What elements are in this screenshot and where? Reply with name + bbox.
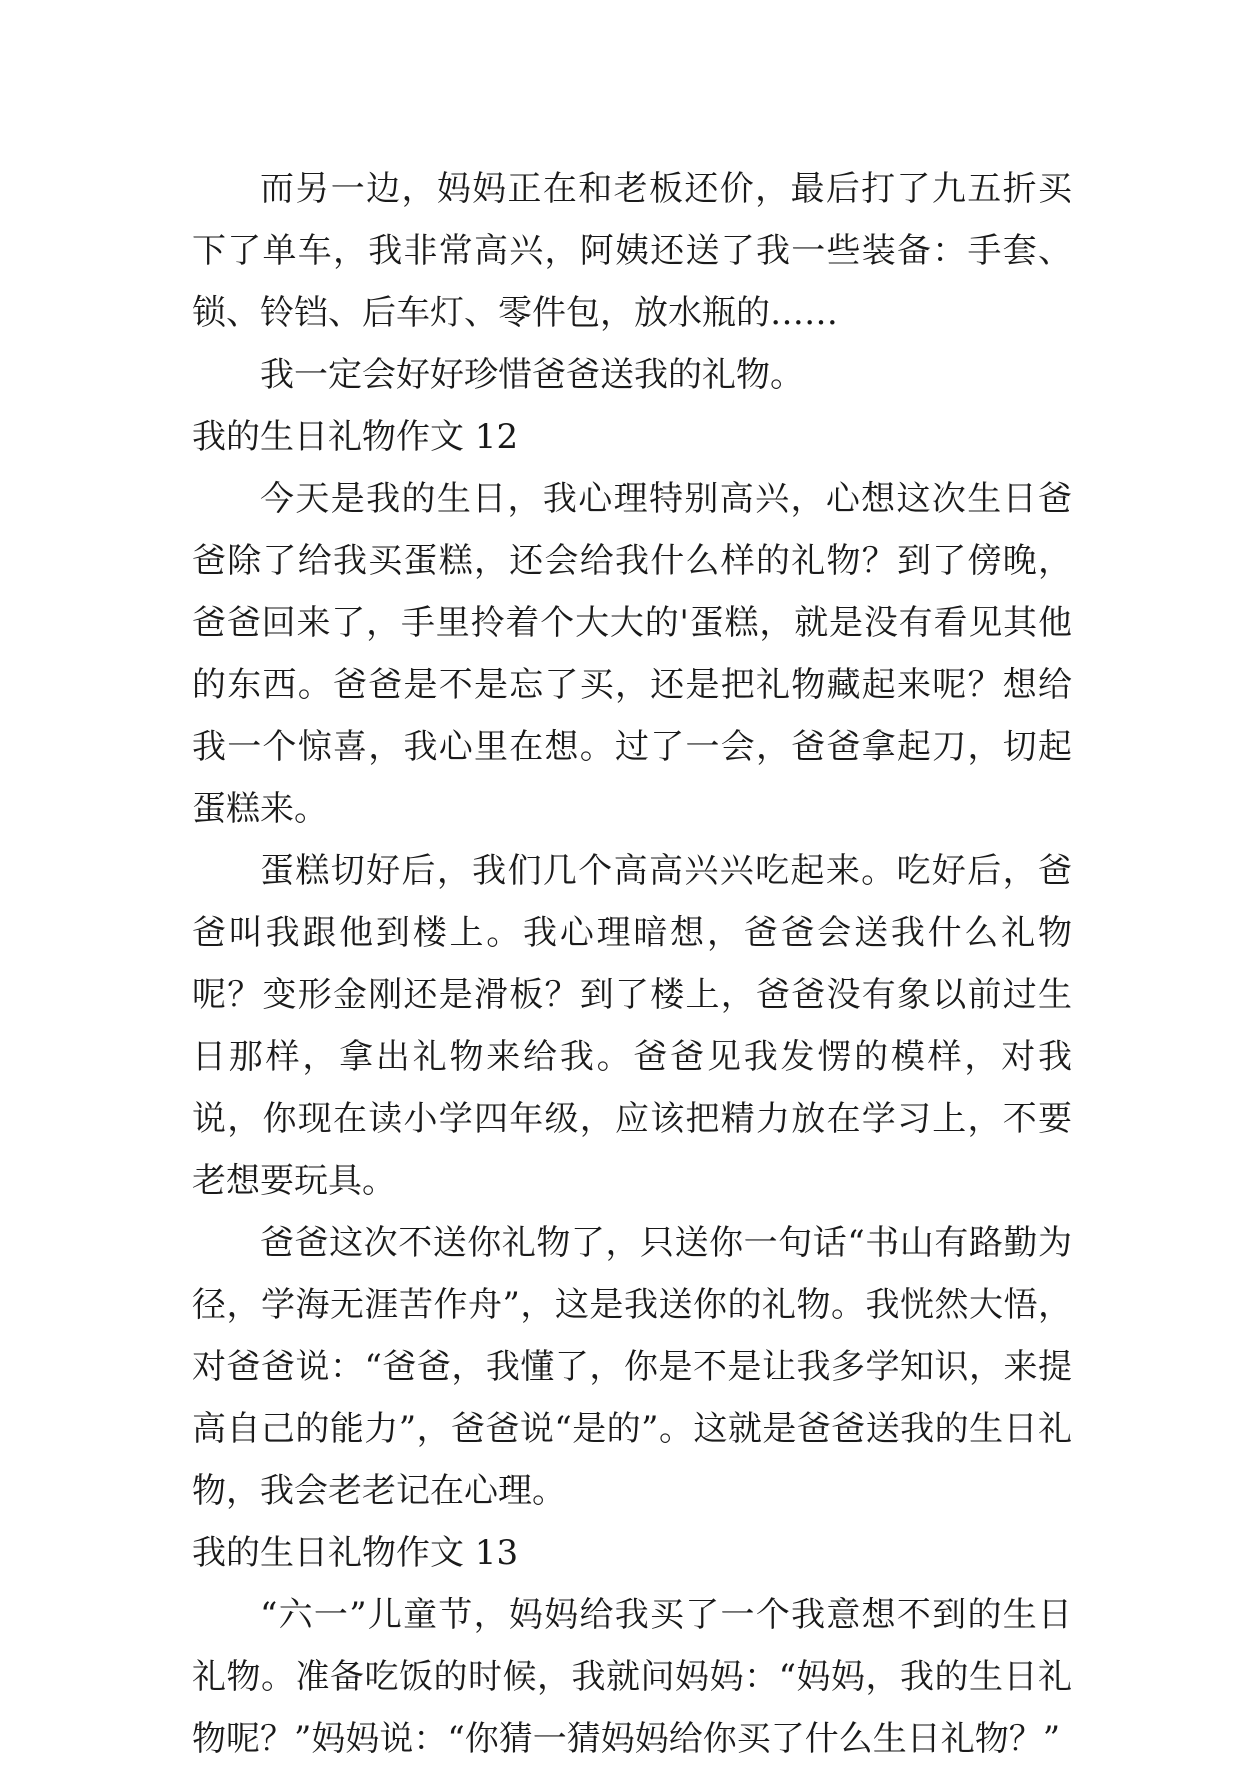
- paragraph: 我一定会好好珍惜爸爸送我的礼物。: [260, 355, 804, 395]
- paragraph: 爸爸这次不送你礼物了，只送你一句话“书山有路勤为径，学海无涯苦作舟”，这是我送你的礼物。我恍然大悟，对爸爸说：“爸爸，我懂了，你是不是让我多学知识，来提高自己的能力”，爸爸说“是的”。这就是爸爸送我的生日礼物，我会老老记在心理。: [192, 1223, 1072, 1511]
- section-heading: 我的生日礼物作文 13: [192, 1533, 519, 1573]
- paragraph: 今天是我的生日，我心理特别高兴，心想这次生日爸爸除了给我买蛋糕，还会给我什么样的礼物？到了傍晚，爸爸回来了，手里拎着个大大的'蛋糕，就是没有看见其他的东西。爸爸是不是忘了买，还是把礼物藏起来呢？想给我一个惊喜，我心里在想。过了一会，爸爸拿起刀，切起蛋糕来。: [192, 479, 1072, 829]
- paragraph: “六一”儿童节，妈妈给我买了一个我意想不到的生日礼物。准备吃饭的时候，我就问妈妈：“妈妈，我的生日礼物呢？”妈妈说：“你猜一猜妈妈给你买了什么生日礼物？”: [192, 1595, 1072, 1759]
- paragraph: 蛋糕切好后，我们几个高高兴兴吃起来。吃好后，爸爸叫我跟他到楼上。我心理暗想，爸爸会送我什么礼物呢？变形金刚还是滑板？到了楼上，爸爸没有象以前过生日那样，拿出礼物来给我。爸爸见我发愣的模样，对我说，你现在读小学四年级，应该把精力放在学习上，不要老想要玩具。: [192, 851, 1072, 1201]
- section-heading: 我的生日礼物作文 12: [192, 417, 519, 457]
- document-body: [192, 158, 1072, 1770]
- paragraph: 而另一边，妈妈正在和老板还价，最后打了九五折买下了单车，我非常高兴，阿姨还送了我一些装备：手套、锁、铃铛、后车灯、零件包，放水瓶的……: [192, 169, 1072, 333]
